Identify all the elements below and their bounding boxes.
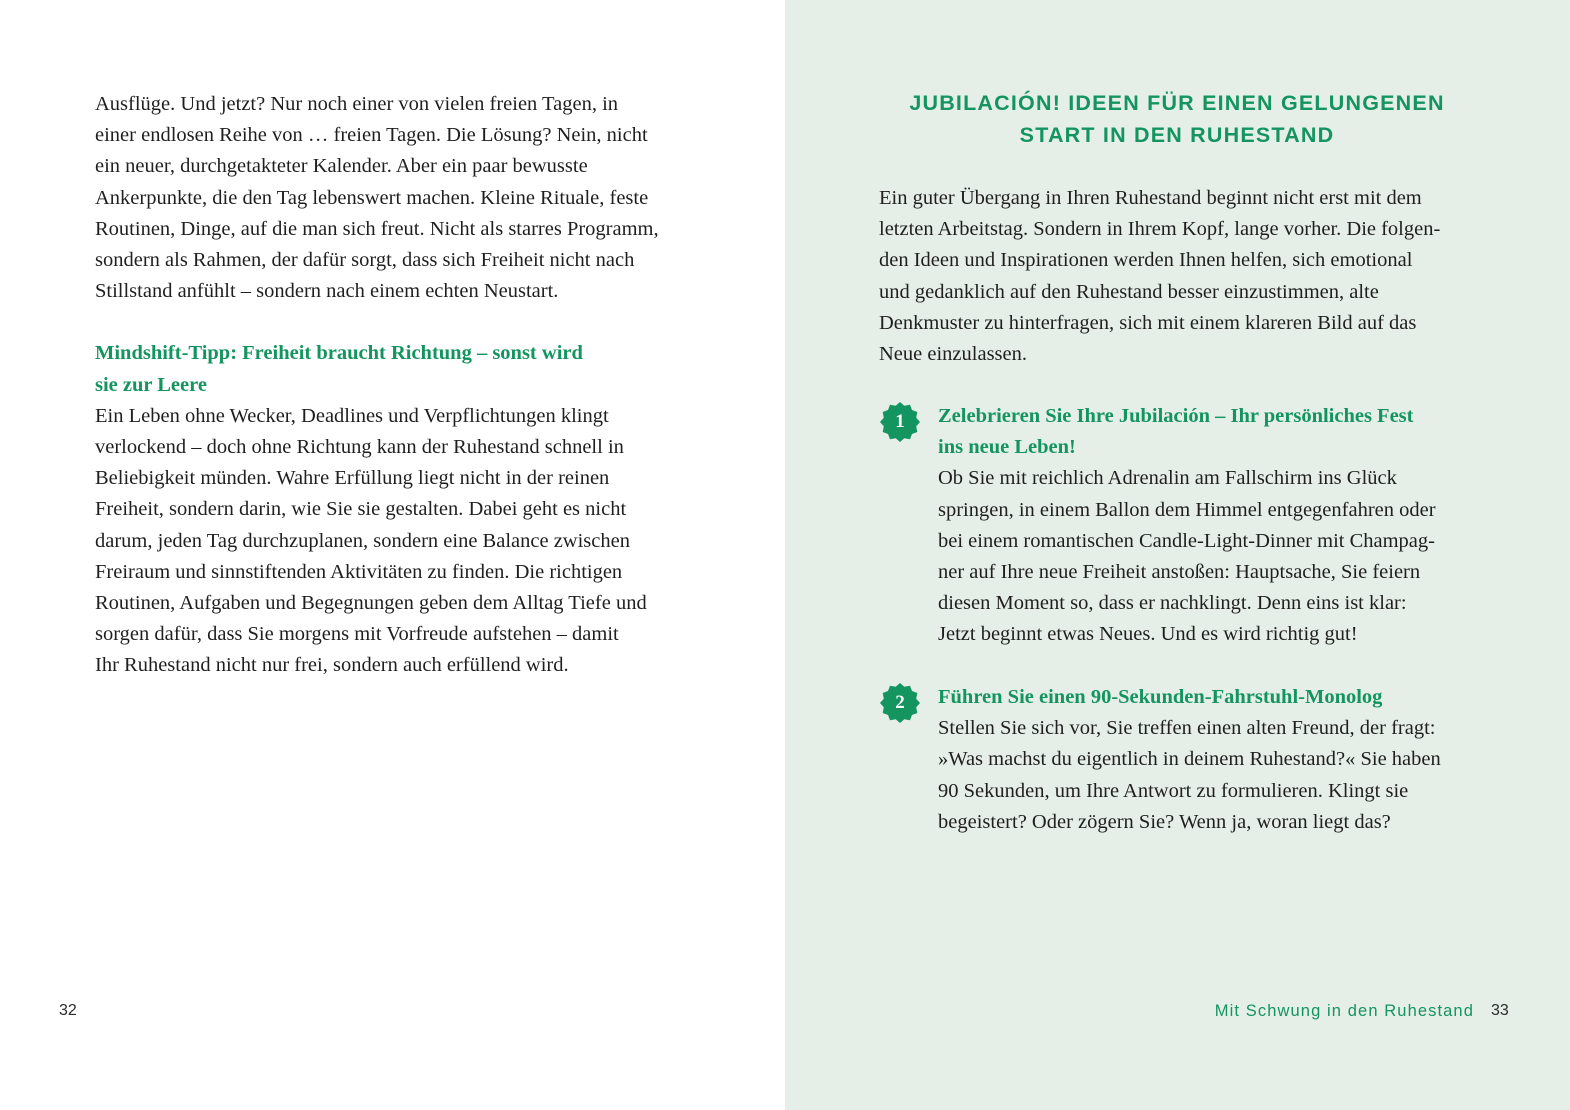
text-line: Ein Leben ohne Wecker, Deadlines und Verpflichtungen klingt xyxy=(95,404,609,427)
mindshift-tip-heading xyxy=(95,338,715,400)
text-line: 90 Sekunden, um Ihre Antwort zu formulieren. Klingt sie xyxy=(938,779,1409,802)
text-line: letzten Arbeitstag. Sondern in Ihrem Kopf, lange vorher. Die folgen- xyxy=(879,218,1441,241)
heading-line: Zelebrieren Sie Ihre Jubilación – Ihr persönliches Fest xyxy=(938,405,1414,427)
text-line: »Was machst du eigentlich in deinem Ruhestand?« Sie haben xyxy=(938,748,1441,771)
text-line: den Ideen und Inspirationen werden Ihnen helfen, sich emotional xyxy=(879,249,1413,272)
running-footer: Mit Schwung in den Ruhestand xyxy=(1214,1002,1474,1020)
text-line: darum, jeden Tag durchzuplanen, sondern eine Balance zwischen xyxy=(95,529,630,552)
text-line: diesen Moment so, dass er nachklingt. Denn eins ist klar: xyxy=(938,592,1407,615)
left-text-column xyxy=(95,89,715,682)
badge-number: 2 xyxy=(895,692,905,713)
text-line: Freiraum und sinnstiftenden Aktivitäten zu finden. Die richtigen xyxy=(95,560,623,583)
idea-text xyxy=(938,713,1498,838)
paragraph-spacer xyxy=(95,307,715,338)
text-line: Ankerpunkte, die den Tag lebenswert machen. Kleine Rituale, feste xyxy=(95,186,649,209)
text-line: Stellen Sie sich vor, Sie treffen einen alten Freund, der fragt: xyxy=(938,717,1436,740)
intro-paragraph xyxy=(879,183,1489,370)
text-line: ner auf Ihre neue Freiheit anstoßen: Hauptsache, Sie feiern xyxy=(938,561,1421,584)
chapter-title xyxy=(885,87,1469,151)
text-line: einer endlosen Reihe von … freien Tagen. Die Lösung? Nein, nicht xyxy=(95,124,648,147)
text-line: Ein guter Übergang in Ihren Ruhestand beginnt nicht erst mit dem xyxy=(879,187,1422,209)
idea-heading xyxy=(938,401,1498,463)
text-line: Neue einzulassen. xyxy=(879,343,1027,366)
heading-line: sie zur Leere xyxy=(95,373,207,396)
paragraph-ausfluege xyxy=(95,89,715,307)
text-line: ein neuer, durchgetakteter Kalender. Aber ein paar bewusste xyxy=(95,155,588,178)
text-line: sondern als Rahmen, der dafür sorgt, dass sich Freiheit nicht nach xyxy=(95,249,635,272)
idea-item-body xyxy=(938,682,1498,838)
heading-line: ins neue Leben! xyxy=(938,436,1076,459)
paragraph-mindshift xyxy=(95,401,715,682)
number-badge-icon xyxy=(879,401,921,443)
idea-item-body xyxy=(938,401,1498,651)
text-line: Stillstand anfühlt – sondern nach einem echten Neustart. xyxy=(95,280,559,303)
text-line: springen, in einem Ballon dem Himmel entgegenfahren oder xyxy=(938,498,1436,521)
page-number-left: 32 xyxy=(59,1002,77,1019)
idea-text xyxy=(938,463,1498,650)
badge-number: 1 xyxy=(895,411,905,432)
number-badge-icon xyxy=(879,682,921,724)
title-line: START IN DEN RUHESTAND xyxy=(1019,123,1335,147)
text-line: Denkmuster zu hinterfragen, sich mit einem klareren Bild auf das xyxy=(879,311,1417,334)
text-line: Ausflüge. Und jetzt? Nur noch einer von vielen freien Tagen, in xyxy=(95,93,619,115)
text-line: Routinen, Dinge, auf die man sich freut. Nicht als starres Programm, xyxy=(95,217,659,240)
text-line: Ihr Ruhestand nicht nur frei, sondern auch erfüllend wird. xyxy=(95,654,569,677)
text-line: begeistert? Oder zögern Sie? Wenn ja, woran liegt das? xyxy=(938,810,1391,833)
page-number-right: 33 xyxy=(1491,1002,1509,1019)
idea-heading xyxy=(938,682,1498,713)
right-page xyxy=(785,0,1570,1110)
text-line: verlockend – doch ohne Richtung kann der Ruhestand schnell in xyxy=(95,436,624,459)
text-line: sorgen dafür, dass Sie morgens mit Vorfreude aufstehen – damit xyxy=(95,623,619,646)
heading-line: Mindshift-Tipp: Freiheit braucht Richtung – sonst wird xyxy=(95,342,583,365)
text-line: Ob Sie mit reichlich Adrenalin am Fallschirm ins Glück xyxy=(938,467,1397,490)
text-line: und gedanklich auf den Ruhestand besser einzustimmen, alte xyxy=(879,280,1379,303)
text-line: Beliebigkeit münden. Wahre Erfüllung liegt nicht in der reinen xyxy=(95,467,610,490)
heading-line: Führen Sie einen 90-Sekunden-Fahrstuhl-Monolog xyxy=(938,686,1383,708)
text-line: bei einem romantischen Candle-Light-Dinner mit Champag- xyxy=(938,529,1435,552)
text-line: Routinen, Aufgaben und Begegnungen geben dem Alltag Tiefe und xyxy=(95,592,647,615)
text-line: Freiheit, sondern darin, wie Sie sie gestalten. Dabei geht es nicht xyxy=(95,498,627,521)
title-line: JUBILACIÓN! IDEEN FÜR EINEN GELUNGENEN xyxy=(909,91,1445,115)
text-line: Jetzt beginnt etwas Neues. Und es wird richtig gut! xyxy=(938,623,1358,646)
